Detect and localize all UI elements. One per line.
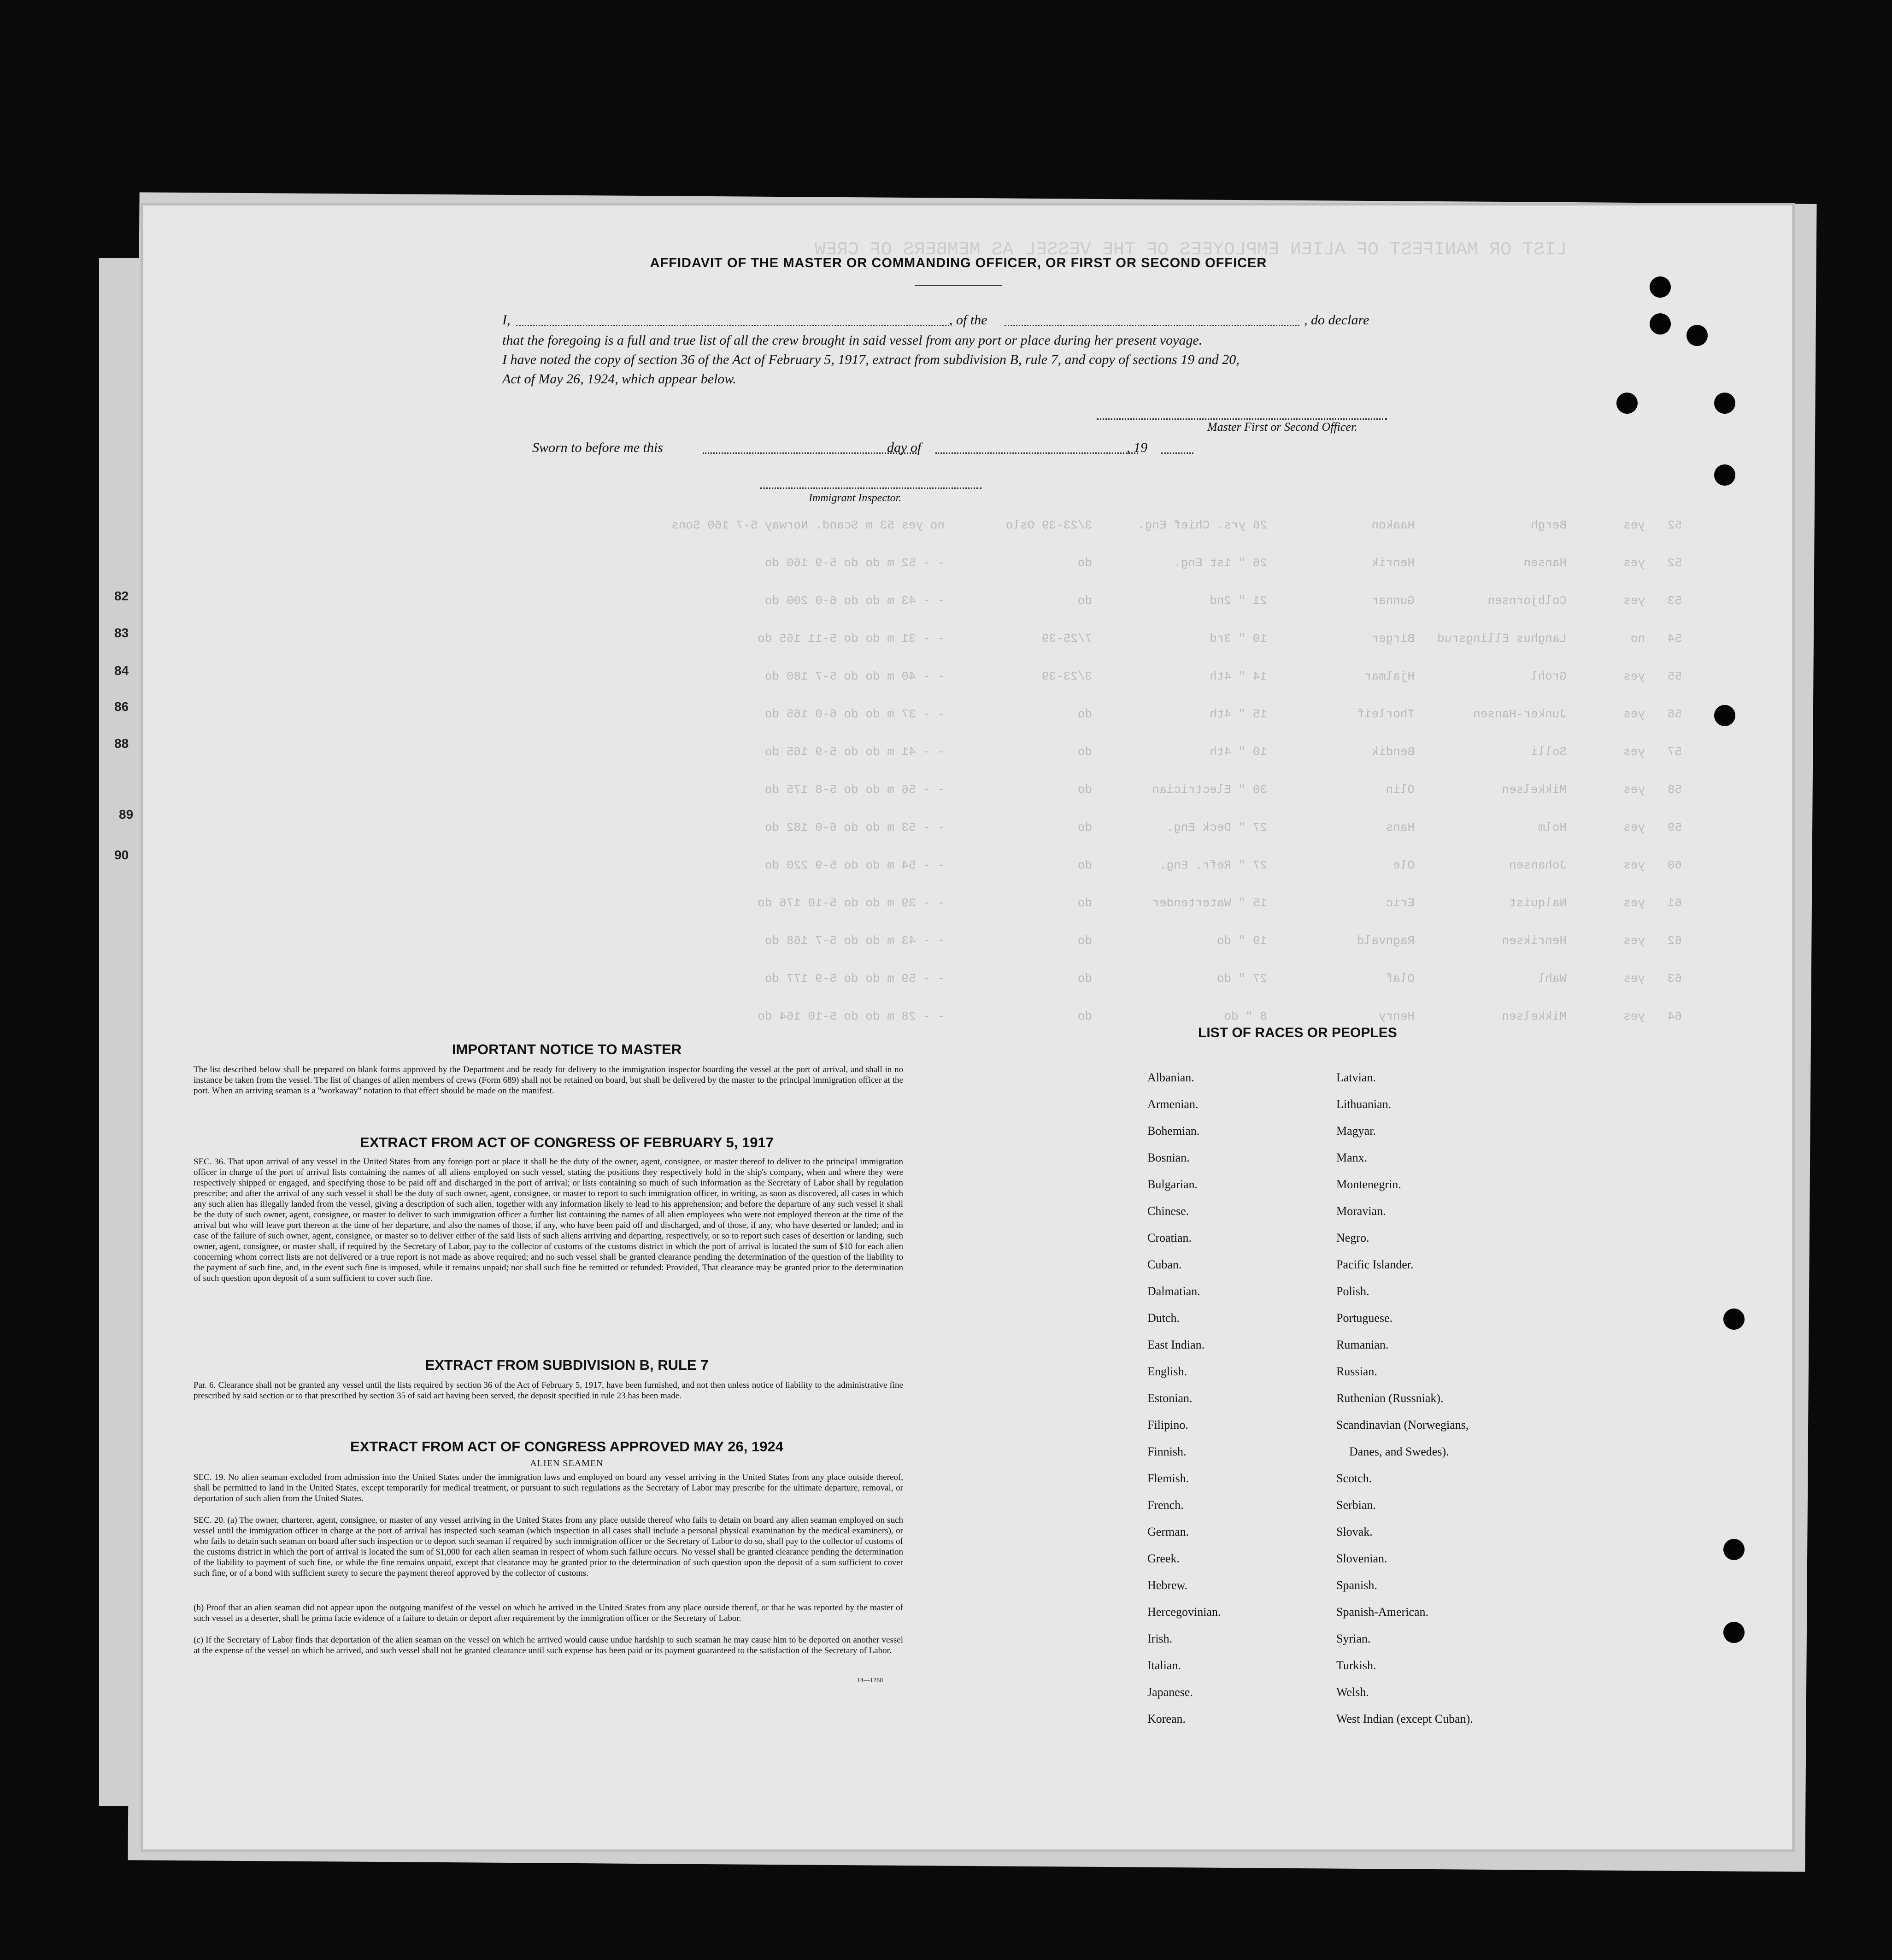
bleed-cell-n: 52 bbox=[1667, 556, 1682, 570]
punch-hole bbox=[1686, 325, 1708, 346]
bleed-cell-d: 30 " Electrician bbox=[1152, 783, 1267, 797]
bleed-row bbox=[507, 556, 1682, 575]
race-item: West Indian (except Cuban). bbox=[1336, 1712, 1473, 1725]
affidavit-i: I, bbox=[502, 312, 511, 328]
bleed-cell-c: Hans bbox=[1386, 821, 1415, 834]
bleed-cell-a: yes bbox=[1623, 1009, 1645, 1023]
bleed-cell-d: 8 " do bbox=[1224, 1009, 1267, 1023]
master-name-line bbox=[516, 325, 949, 326]
race-item: Filipino. bbox=[1147, 1418, 1188, 1432]
bleed-cell-f: - - 31 m do do 5-11 165 do bbox=[758, 632, 945, 646]
bleed-cell-c: Hjalmar bbox=[1364, 669, 1415, 683]
race-item: Armenian. bbox=[1147, 1097, 1199, 1111]
margin-number: 83 bbox=[114, 626, 129, 640]
race-item: Dalmatian. bbox=[1147, 1285, 1200, 1298]
punch-hole bbox=[1714, 705, 1735, 726]
rule7-title: EXTRACT FROM SUBDIVISION B, RULE 7 bbox=[425, 1357, 709, 1373]
bleed-cell-e: do bbox=[1077, 858, 1092, 872]
inspector-label: Immigrant Inspector. bbox=[809, 492, 902, 504]
punch-hole bbox=[1650, 313, 1671, 334]
affidavit-line3: I have noted the copy of section 36 of the Act of February 5, 1917, extract from subdivision B, rule 7, and copy of sections 19 and 20, bbox=[502, 352, 1240, 367]
race-item: Syrian. bbox=[1336, 1632, 1371, 1645]
race-item: Pacific Islander. bbox=[1336, 1258, 1414, 1271]
affidavit-of-the: , of the bbox=[949, 312, 987, 328]
bleed-row bbox=[507, 934, 1682, 952]
margin-number: 89 bbox=[119, 807, 134, 822]
extract-1917-body: SEC. 36. That upon arrival of any vessel in the United States from any foreign port or place it shall be the duty of the owner, agent, consignee, or master thereof to deliver to the principal immigration officer in charge of the port of arrival lists containing the names of all aliens employed on such vessel, stating the positions they respectively hold in the ship's company, when and where they were respectively shipped or engaged, and specifying those to be paid off and discharged in the port of arrival; or lists containing so much of such information as the Secretary of Labor shall by regulation prescribe; and after the arrival of any such vessel it shall be the duty of such owner, agent, consignee, or master to report to such immigration officer, in writing, as soon as discovered, all cases in which any such alien has illegally landed from the vessel, giving a description of such alien, together with any information likely to lead to his apprehension; and before the departure of any such vessel it shall be the duty of such owner, agent, consignee, or master to deliver to such immigration officer a further list containing the names of all alien employees who were not employed thereon at the time of the arrival but who will leave port thereon at the time of her departure, and also the names of those, if any, who have been paid off and discharged, and of those, if any, who have deserted or landed; and in case of the failure of such owner, agent, consignee, or master so to deliver either of the said lists of such aliens arriving and departing, respectively, or so to report such cases of desertion or landing, such owner, agent, consignee, or master shall, if required by the Secretary of Labor, pay to the collector of customs of the customs district in which the port of arrival is located the sum of $10 for each alien concerning whom correct lists are not delivered or a true report is not made as above required; and no such vessel shall be granted clearance pending the determination of the question of the liability to the payment of such fine, and, in the event such fine is imposed, while it remains unpaid; nor shall such fine be remitted or refunded: Provided, That clearance may be granted prior to the determination of such question upon deposit of a sum sufficient to cover such fine. bbox=[194, 1157, 903, 1283]
extract-1917-title: EXTRACT FROM ACT OF CONGRESS OF FEBRUARY 5, 1917 bbox=[360, 1134, 774, 1150]
bleed-cell-a: yes bbox=[1623, 972, 1645, 986]
sec20a-body: SEC. 20. (a) The owner, charterer, agent, consignee, or master of any vessel arriving in the United States from any place outside thereof who fails to detain on board any alien seaman employed on such vessel until the immigration officer in charge at the port of arrival has inspected such seaman (which inspection in all cases shall include a personal physical examination by the medical examiners), or who fails to detain such seaman on board after such inspection or to deport such seaman if required by such immigration officer or the Secretary of Labor to do so, shall pay to the collector of customs of the customs district in which the port of arrival is located the sum of $1,000 for each alien seaman in respect of whom such failure occurs. No vessel shall be granted clearance pending the determination of the liability to payment of such fine, or while the fine remains unpaid, except that clearance may be granted prior to the determination of such question upon the deposit of a sum sufficient to cover such fine, or of a bond with sufficient surety to secure the payment thereof approved by the collector of customs. bbox=[194, 1515, 903, 1578]
rule7-body: Par. 6. Clearance shall not be granted any vessel until the lists required by section 36 of the Act of February 5, 1917, have been furnished, and not then unless notice of liability to the administrative fine prescribed by said section or to that prescribed by section 35 of said act having been served, the deposit specified in rule 23 has been made. bbox=[194, 1380, 903, 1401]
affidavit-line4: Act of May 26, 1924, which appear below. bbox=[502, 371, 736, 387]
bleed-cell-f: - - 37 m do do 6-0 165 do bbox=[764, 707, 945, 721]
bleed-cell-f: - - 43 m do do 5-7 168 do bbox=[764, 934, 945, 948]
sec19-body: SEC. 19. No alien seaman excluded from admission into the United States under the immigration laws and employed on board any vessel arriving in the United States from any place outside thereof, shall be permitted to land in the United States, except temporarily for medical treatment, or pursuant to such regulations as the Secretary of Labor may prescribe for the ultimate departure, removal, or deportation of such alien from the United States. bbox=[194, 1473, 903, 1503]
race-item: English. bbox=[1147, 1365, 1187, 1378]
bleed-cell-b: Solli bbox=[1530, 745, 1567, 759]
bleed-row bbox=[507, 858, 1682, 877]
race-item: Danes, and Swedes). bbox=[1349, 1445, 1449, 1458]
bleed-cell-b: Mikkelsen bbox=[1502, 1009, 1567, 1023]
bleed-cell-a: yes bbox=[1623, 594, 1645, 608]
margin-number: 88 bbox=[114, 736, 129, 751]
bleed-cell-e: do bbox=[1077, 556, 1092, 570]
inspector-signature-line bbox=[760, 487, 981, 489]
form-number: 14—1260 bbox=[857, 1677, 883, 1684]
bleed-cell-e: do bbox=[1077, 821, 1092, 834]
bleed-row bbox=[507, 896, 1682, 915]
race-item: Scotch. bbox=[1336, 1472, 1372, 1485]
bleed-cell-e: 3/23-39 bbox=[1041, 669, 1092, 683]
race-item: Portuguese. bbox=[1336, 1311, 1393, 1325]
race-item: Montenegrin. bbox=[1336, 1178, 1401, 1191]
bleed-cell-f: - - 56 m do do 5-8 175 do bbox=[764, 783, 945, 797]
bleed-cell-d: 15 " Watertender bbox=[1152, 896, 1267, 910]
notice-body: The list described below shall be prepared on blank forms approved by the Department and be ready for delivery to the immigration inspector boarding the vessel at the port of arrival, and shall in no instance be taken from the vessel. The list of changes of alien members of crews (Form 689) shall not be retained on board, but shall be delivered by the master to the principal immigration officer at the port. When an arriving seaman is a "workaway" notation to that effect should be made on the manifest. bbox=[194, 1065, 903, 1096]
race-item: Scandinavian (Norwegians, bbox=[1336, 1418, 1469, 1432]
bleed-through-table bbox=[507, 518, 1682, 1062]
races-right-column bbox=[1336, 1064, 1594, 1732]
bleed-cell-a: yes bbox=[1623, 669, 1645, 683]
race-item: Estonian. bbox=[1147, 1391, 1193, 1405]
punch-hole bbox=[1723, 1309, 1745, 1330]
bleed-cell-e: 3/23-39 Oslo bbox=[1005, 518, 1092, 532]
bleed-cell-d: 26 yrs. Chief Eng. bbox=[1138, 518, 1267, 532]
master-label: Master First or Second Officer. bbox=[1207, 420, 1357, 434]
race-item: Negro. bbox=[1336, 1231, 1369, 1244]
bleed-cell-f: - - 54 m do do 5-9 220 do bbox=[764, 858, 945, 872]
affidavit-declare: , do declare bbox=[1304, 312, 1369, 328]
race-item: Slovenian. bbox=[1336, 1552, 1387, 1565]
bleed-row bbox=[507, 707, 1682, 726]
bleed-cell-a: yes bbox=[1623, 934, 1645, 948]
bleed-cell-d: 27 " do bbox=[1216, 972, 1267, 986]
race-item: Italian. bbox=[1147, 1659, 1181, 1672]
bleed-cell-n: 58 bbox=[1667, 783, 1682, 797]
bleed-cell-c: Birger bbox=[1371, 632, 1415, 646]
race-item: Lithuanian. bbox=[1336, 1097, 1392, 1111]
bleed-cell-c: Henry bbox=[1378, 1009, 1415, 1023]
bleed-cell-c: Haakon bbox=[1371, 518, 1415, 532]
race-item: Korean. bbox=[1147, 1712, 1186, 1725]
race-item: Rumanian. bbox=[1336, 1338, 1389, 1351]
bleed-cell-c: Eric bbox=[1386, 896, 1415, 910]
bleed-cell-n: 64 bbox=[1667, 1009, 1682, 1023]
sec20b-body: (b) Proof that an alien seaman did not appear upon the outgoing manifest of the vessel on which he arrived in the United States from any place outside thereof, or that he was reported by the master of such vessel as a deserter, shall be prima facie evidence of a failure to detain or deport after requirement by the immigration officer or the Secretary of Labor. bbox=[194, 1603, 903, 1623]
bleed-cell-f: - - 40 m do do 5-7 180 do bbox=[764, 669, 945, 683]
margin-number: 90 bbox=[114, 848, 129, 862]
bleed-cell-a: yes bbox=[1623, 707, 1645, 721]
bleed-row bbox=[507, 518, 1682, 537]
race-item: Chinese. bbox=[1147, 1204, 1189, 1218]
bleed-cell-d: 10 " 4th bbox=[1210, 745, 1267, 759]
bleed-row bbox=[507, 745, 1682, 763]
race-item: Polish. bbox=[1336, 1285, 1369, 1298]
bleed-cell-n: 59 bbox=[1667, 821, 1682, 834]
race-item: Ruthenian (Russniak). bbox=[1336, 1391, 1444, 1405]
race-item: Irish. bbox=[1147, 1632, 1173, 1645]
bleed-cell-c: Henrik bbox=[1371, 556, 1415, 570]
bleed-cell-c: Ole bbox=[1393, 858, 1415, 872]
bleed-cell-f: no yes 53 m Scand. Norway 5-7 160 Sons bbox=[671, 518, 945, 532]
bleed-cell-b: Henriksen bbox=[1502, 934, 1567, 948]
sec20c-body: (c) If the Secretary of Labor finds that deportation of the alien seaman on the vessel on which he arrived would cause undue hardship to such seaman he may cause him to be deported on another vessel at the expense of the vessel on which he arrived, and such vessel shall not be granted clearance until such expense has been paid or its payment guaranteed to the satisfaction of the Secretary of Labor. bbox=[194, 1635, 903, 1655]
race-item: German. bbox=[1147, 1525, 1189, 1538]
bleed-cell-a: yes bbox=[1623, 556, 1645, 570]
bleed-cell-f: - - 52 m do do 5-9 160 do bbox=[764, 556, 945, 570]
punch-hole bbox=[1714, 393, 1735, 414]
race-item: Turkish. bbox=[1336, 1659, 1376, 1672]
bleed-cell-f: - - 41 m do do 5-9 165 do bbox=[764, 745, 945, 759]
bleed-cell-c: Thorleif bbox=[1357, 707, 1415, 721]
race-item: Hebrew. bbox=[1147, 1579, 1188, 1592]
race-item: Magyar. bbox=[1336, 1124, 1376, 1138]
bleed-cell-e: do bbox=[1077, 896, 1092, 910]
bleed-cell-d: 27 " Refr. Eng. bbox=[1159, 858, 1267, 872]
punch-hole bbox=[1714, 464, 1735, 486]
bleed-cell-d: 14 " 4th bbox=[1210, 669, 1267, 683]
bleed-row bbox=[507, 632, 1682, 650]
race-item: Flemish. bbox=[1147, 1472, 1189, 1485]
punch-hole bbox=[1616, 393, 1638, 414]
bleed-cell-e: do bbox=[1077, 594, 1092, 608]
bleed-cell-d: 27 " Deck Eng. bbox=[1166, 821, 1267, 834]
race-item: French. bbox=[1147, 1498, 1184, 1512]
bleed-cell-e: do bbox=[1077, 934, 1092, 948]
bleed-cell-a: yes bbox=[1623, 518, 1645, 532]
race-item: Russian. bbox=[1336, 1365, 1377, 1378]
day-of-label: day of bbox=[887, 440, 922, 455]
bleed-cell-e: do bbox=[1077, 707, 1092, 721]
affidavit-line2: that the foregoing is a full and true list of all the crew brought in said vessel from any port or place during her present voyage. bbox=[502, 333, 1203, 348]
sworn-label: Sworn to before me this bbox=[532, 440, 663, 455]
bleed-cell-d: 21 " 2nd bbox=[1210, 594, 1267, 608]
bleed-cell-b: Wahl bbox=[1538, 972, 1567, 986]
races-title: LIST OF RACES OR PEOPLES bbox=[1198, 1025, 1397, 1040]
bleed-cell-f: - - 53 m do do 6-0 182 do bbox=[764, 821, 945, 834]
race-item: Spanish-American. bbox=[1336, 1605, 1429, 1619]
master-signature-line bbox=[1097, 418, 1387, 420]
bleed-cell-a: no bbox=[1630, 632, 1645, 646]
margin-number: 86 bbox=[114, 699, 129, 714]
bleed-cell-d: 26 " 1st Eng. bbox=[1174, 556, 1267, 570]
bleed-cell-f: - - 39 m do do 5-10 176 do bbox=[758, 896, 945, 910]
bleed-cell-e: do bbox=[1077, 783, 1092, 797]
bleed-cell-c: Bendik bbox=[1371, 745, 1415, 759]
races-left-column bbox=[1147, 1064, 1332, 1732]
race-item: Manx. bbox=[1336, 1151, 1368, 1164]
race-item: Hercegovinian. bbox=[1147, 1605, 1221, 1619]
bleed-cell-b: Mikkelsen bbox=[1502, 783, 1567, 797]
bleed-row bbox=[507, 1009, 1682, 1028]
punch-hole bbox=[1723, 1539, 1745, 1560]
bleed-cell-n: 55 bbox=[1667, 669, 1682, 683]
race-item: Serbian. bbox=[1336, 1498, 1376, 1512]
bleed-cell-b: Junker-Hansen bbox=[1473, 707, 1567, 721]
margin-number: 82 bbox=[114, 589, 129, 603]
race-item: Bohemian. bbox=[1147, 1124, 1200, 1138]
race-item: Albanian. bbox=[1147, 1071, 1194, 1084]
title-rule bbox=[915, 285, 1002, 286]
bleed-cell-a: yes bbox=[1623, 896, 1645, 910]
bleed-cell-f: - - 43 m do do 6-0 200 do bbox=[764, 594, 945, 608]
bleed-cell-b: Nalquist bbox=[1509, 896, 1567, 910]
bleed-cell-c: Ragnvald bbox=[1357, 934, 1415, 948]
bleed-cell-a: yes bbox=[1623, 858, 1645, 872]
race-item: Bulgarian. bbox=[1147, 1178, 1198, 1191]
punch-hole bbox=[1650, 276, 1671, 298]
sworn-year-line bbox=[1161, 452, 1193, 454]
bleed-cell-d: 10 " 3rd bbox=[1210, 632, 1267, 646]
race-item: Japanese. bbox=[1147, 1685, 1193, 1699]
sworn-month-line bbox=[935, 452, 1138, 454]
race-item: East Indian. bbox=[1147, 1338, 1205, 1351]
vessel-name-line bbox=[1005, 325, 1299, 326]
bleed-row bbox=[507, 821, 1682, 839]
bleed-cell-n: 56 bbox=[1667, 707, 1682, 721]
race-item: Latvian. bbox=[1336, 1071, 1376, 1084]
bleed-cell-n: 52 bbox=[1667, 518, 1682, 532]
bleed-cell-b: Hansen bbox=[1523, 556, 1567, 570]
bleed-cell-f: - - 59 m do do 5-9 177 do bbox=[764, 972, 945, 986]
punch-hole bbox=[1723, 1622, 1745, 1643]
bleed-cell-c: Gunnar bbox=[1371, 594, 1415, 608]
bleed-cell-a: yes bbox=[1623, 745, 1645, 759]
bleed-cell-e: do bbox=[1077, 972, 1092, 986]
race-item: Finnish. bbox=[1147, 1445, 1187, 1458]
bleed-row bbox=[507, 594, 1682, 612]
extract-1924-title: EXTRACT FROM ACT OF CONGRESS APPROVED MAY 26, 1924 bbox=[350, 1438, 783, 1455]
notice-title: IMPORTANT NOTICE TO MASTER bbox=[452, 1041, 682, 1057]
bleed-cell-e: do bbox=[1077, 745, 1092, 759]
bleed-cell-n: 63 bbox=[1667, 972, 1682, 986]
bleed-cell-a: yes bbox=[1623, 821, 1645, 834]
year-label: , 19 bbox=[1127, 440, 1147, 455]
bleed-cell-n: 57 bbox=[1667, 745, 1682, 759]
bleed-cell-e: do bbox=[1077, 1009, 1092, 1023]
race-item: Bosnian. bbox=[1147, 1151, 1190, 1164]
bleed-cell-b: Bergh bbox=[1530, 518, 1567, 532]
race-item: Greek. bbox=[1147, 1552, 1180, 1565]
race-item: Welsh. bbox=[1336, 1685, 1369, 1699]
margin-number: 84 bbox=[114, 663, 129, 678]
bleed-row bbox=[507, 972, 1682, 990]
bleed-header: LIST OR MANIFEST OF ALIEN EMPLOYEES OF THE VESSEL AS MEMBERS OF CREW bbox=[814, 240, 1567, 260]
race-item: Cuban. bbox=[1147, 1258, 1182, 1271]
alien-seamen-subtitle: ALIEN SEAMEN bbox=[530, 1458, 604, 1468]
affidavit-title: AFFIDAVIT OF THE MASTER OR COMMANDING OFFICER, OR FIRST OR SECOND OFFICER bbox=[650, 256, 1267, 270]
bleed-cell-f: - - 28 m do do 5-10 164 do bbox=[758, 1009, 945, 1023]
bleed-cell-c: Olaf bbox=[1386, 972, 1415, 986]
race-item: Dutch. bbox=[1147, 1311, 1180, 1325]
bleed-cell-a: yes bbox=[1623, 783, 1645, 797]
bleed-cell-b: Johansen bbox=[1509, 858, 1567, 872]
race-item: Moravian. bbox=[1336, 1204, 1386, 1218]
bleed-cell-b: Grohl bbox=[1530, 669, 1567, 683]
bleed-cell-d: 19 " do bbox=[1216, 934, 1267, 948]
bleed-cell-b: Colbjornsen bbox=[1487, 594, 1567, 608]
bleed-cell-d: 15 " 4th bbox=[1210, 707, 1267, 721]
race-item: Spanish. bbox=[1336, 1579, 1377, 1592]
bleed-cell-b: Langhus Ellingsrud bbox=[1437, 632, 1567, 646]
bleed-cell-n: 60 bbox=[1667, 858, 1682, 872]
race-item: Croatian. bbox=[1147, 1231, 1192, 1244]
bleed-cell-n: 54 bbox=[1667, 632, 1682, 646]
bleed-cell-n: 53 bbox=[1667, 594, 1682, 608]
bleed-cell-n: 61 bbox=[1667, 896, 1682, 910]
race-item: Slovak. bbox=[1336, 1525, 1373, 1538]
bleed-cell-n: 62 bbox=[1667, 934, 1682, 948]
bleed-cell-c: Olin bbox=[1386, 783, 1415, 797]
bleed-row bbox=[507, 669, 1682, 688]
bleed-row bbox=[507, 783, 1682, 801]
bleed-cell-b: Holm bbox=[1538, 821, 1567, 834]
bleed-cell-e: 7/25-39 bbox=[1041, 632, 1092, 646]
